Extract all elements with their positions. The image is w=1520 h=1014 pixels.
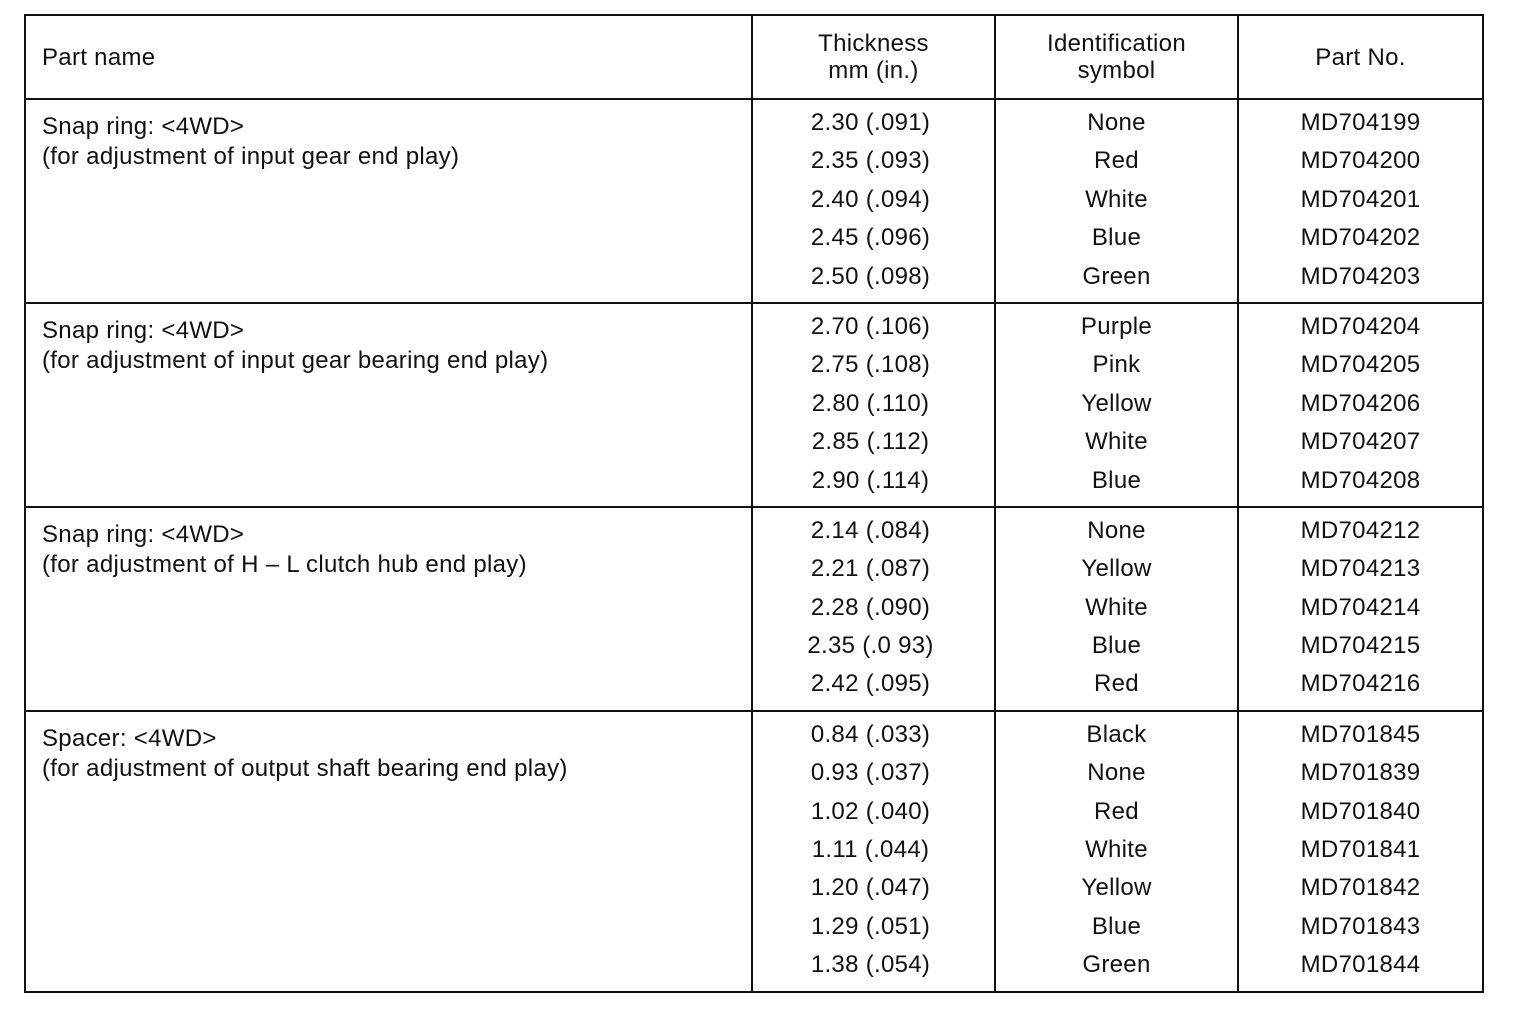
part-name-name-line2: (for adjustment of H – L clutch hub end play) xyxy=(42,550,527,578)
thickness-value: 2.45 (.096) xyxy=(810,224,931,252)
part-group xyxy=(25,711,1483,992)
part-number-list xyxy=(1239,508,1482,710)
thickness-value-cell xyxy=(752,99,995,303)
thickness-value: 2.14 (.084) xyxy=(810,516,931,544)
part-number: MD704201 xyxy=(1300,185,1421,213)
part-number: MD701843 xyxy=(1300,912,1421,940)
part-number: MD704214 xyxy=(1300,593,1421,621)
thickness-value: 0.93 (.037) xyxy=(810,759,931,787)
part-number-cell xyxy=(1238,507,1483,711)
identification-symbol: Pink xyxy=(1092,351,1141,379)
identification-symbol: Purple xyxy=(1080,312,1153,340)
identification-symbol: Black xyxy=(1086,720,1147,748)
table-header xyxy=(25,15,1483,99)
identification-symbol: None xyxy=(1087,516,1146,544)
header-identification-symbol xyxy=(995,15,1238,99)
part-number: MD701841 xyxy=(1300,836,1421,864)
thickness-value-list xyxy=(753,100,994,302)
part-number-cell xyxy=(1238,303,1483,507)
part-name-name-line2: (for adjustment of output shaft bearing end play) xyxy=(42,754,568,782)
part-number: MD704208 xyxy=(1300,466,1421,494)
thickness-value-list xyxy=(753,304,994,506)
header-thickness xyxy=(752,15,995,99)
header-thickness-line1: Thickness xyxy=(818,30,929,57)
thickness-value: 2.90 (.114) xyxy=(811,466,930,494)
identification-symbol: Blue xyxy=(1091,632,1142,660)
part-name-name-line2: (for adjustment of input gear bearing end play) xyxy=(42,346,549,374)
identification-symbol-list xyxy=(996,100,1237,302)
part-number: MD701839 xyxy=(1300,759,1421,787)
identification-symbol-cell xyxy=(995,99,1238,303)
thickness-value: 2.28 (.090) xyxy=(810,593,931,621)
part-group xyxy=(25,303,1483,507)
part-number-cell xyxy=(1238,711,1483,992)
thickness-value: 2.35 (.0 93) xyxy=(807,632,934,660)
thickness-value: 2.30 (.091) xyxy=(810,109,931,136)
part-number: MD704199 xyxy=(1300,109,1421,136)
parts-spec-table xyxy=(24,14,1484,993)
part-number: MD701844 xyxy=(1300,951,1421,979)
thickness-value-cell xyxy=(752,711,995,992)
identification-symbol: None xyxy=(1087,759,1146,787)
thickness-value: 2.40 (.094) xyxy=(810,185,931,213)
thickness-value: 2.21 (.087) xyxy=(810,555,931,583)
identification-symbol-list xyxy=(996,712,1237,991)
part-number: MD704202 xyxy=(1300,224,1421,252)
identification-symbol: Yellow xyxy=(1081,874,1152,902)
thickness-value-cell xyxy=(752,303,995,507)
identification-symbol: Blue xyxy=(1091,912,1142,940)
identification-symbol-list xyxy=(996,304,1237,506)
thickness-value: 1.02 (.040) xyxy=(810,797,931,825)
part-name-cell xyxy=(25,711,752,992)
part-number: MD704200 xyxy=(1300,147,1421,175)
part-name-cell xyxy=(25,303,752,507)
thickness-value: 2.35 (.093) xyxy=(810,147,931,175)
table-row xyxy=(25,711,1483,992)
part-number: MD704204 xyxy=(1300,312,1421,340)
identification-symbol-cell xyxy=(995,711,1238,992)
identification-symbol: Red xyxy=(1094,670,1139,698)
part-name-name-line1: Snap ring: <4WD> xyxy=(42,316,245,344)
part-number: MD704205 xyxy=(1300,351,1421,379)
part-name-name-line2: (for adjustment of input gear end play) xyxy=(42,143,460,170)
identification-symbol: Blue xyxy=(1091,224,1142,252)
header-part-name: Part name xyxy=(25,15,752,99)
thickness-value: 1.11 (.044) xyxy=(811,836,930,864)
identification-symbol: Green xyxy=(1082,951,1151,979)
header-thickness-line2: mm (in.) xyxy=(828,57,919,84)
identification-symbol-cell xyxy=(995,303,1238,507)
identification-symbol-list xyxy=(996,508,1237,710)
thickness-value: 2.42 (.095) xyxy=(810,670,931,698)
identification-symbol: Yellow xyxy=(1081,389,1152,417)
part-number: MD704216 xyxy=(1300,670,1421,698)
part-number: MD701842 xyxy=(1300,874,1421,902)
thickness-value: 1.20 (.047) xyxy=(810,874,931,902)
thickness-value: 1.38 (.054) xyxy=(810,951,931,979)
part-name-name-line1: Snap ring: <4WD> xyxy=(42,113,245,140)
part-name-name-line1: Snap ring: <4WD> xyxy=(42,520,245,548)
identification-symbol: None xyxy=(1087,109,1146,136)
part-name-cell xyxy=(25,507,752,711)
thickness-value: 2.70 (.106) xyxy=(810,312,931,340)
part-number: MD704212 xyxy=(1300,516,1421,544)
identification-symbol: White xyxy=(1085,836,1148,864)
identification-symbol: Red xyxy=(1094,147,1139,175)
part-number-cell xyxy=(1238,99,1483,303)
part-number-list xyxy=(1239,304,1482,506)
identification-symbol: Yellow xyxy=(1081,555,1152,583)
thickness-value: 2.50 (.098) xyxy=(810,262,931,290)
part-number: MD704207 xyxy=(1300,428,1421,456)
part-number-list xyxy=(1239,712,1482,991)
table-row xyxy=(25,303,1483,507)
part-group xyxy=(25,507,1483,711)
part-number-list xyxy=(1239,100,1482,302)
thickness-value: 2.80 (.110) xyxy=(811,389,930,417)
identification-symbol: White xyxy=(1085,185,1148,213)
table-row xyxy=(25,507,1483,711)
thickness-value: 2.75 (.108) xyxy=(810,351,931,379)
header-part-no: Part No. xyxy=(1238,15,1483,99)
part-number: MD701845 xyxy=(1300,720,1421,748)
thickness-value: 0.84 (.033) xyxy=(810,720,931,748)
identification-symbol: Blue xyxy=(1091,466,1142,494)
part-number: MD704203 xyxy=(1300,262,1421,290)
table-row xyxy=(25,99,1483,303)
header-row xyxy=(25,15,1483,99)
thickness-value: 2.85 (.112) xyxy=(811,428,930,456)
thickness-value: 1.29 (.051) xyxy=(810,912,931,940)
part-number: MD704213 xyxy=(1300,555,1421,583)
part-group xyxy=(25,99,1483,303)
identification-symbol: White xyxy=(1085,593,1148,621)
part-number: MD701840 xyxy=(1300,797,1421,825)
header-ident-line2: symbol xyxy=(1077,57,1156,84)
identification-symbol: Green xyxy=(1082,262,1151,290)
part-name-name-line1: Spacer: <4WD> xyxy=(42,724,217,752)
part-number: MD704206 xyxy=(1300,389,1421,417)
identification-symbol: Red xyxy=(1094,797,1139,825)
part-number: MD704215 xyxy=(1300,632,1421,660)
identification-symbol: White xyxy=(1085,428,1148,456)
identification-symbol-cell xyxy=(995,507,1238,711)
thickness-value-list xyxy=(753,712,994,991)
thickness-value-cell xyxy=(752,507,995,711)
header-ident-line1: Identification xyxy=(1047,30,1186,57)
thickness-value-list xyxy=(753,508,994,710)
part-name-cell xyxy=(25,99,752,303)
